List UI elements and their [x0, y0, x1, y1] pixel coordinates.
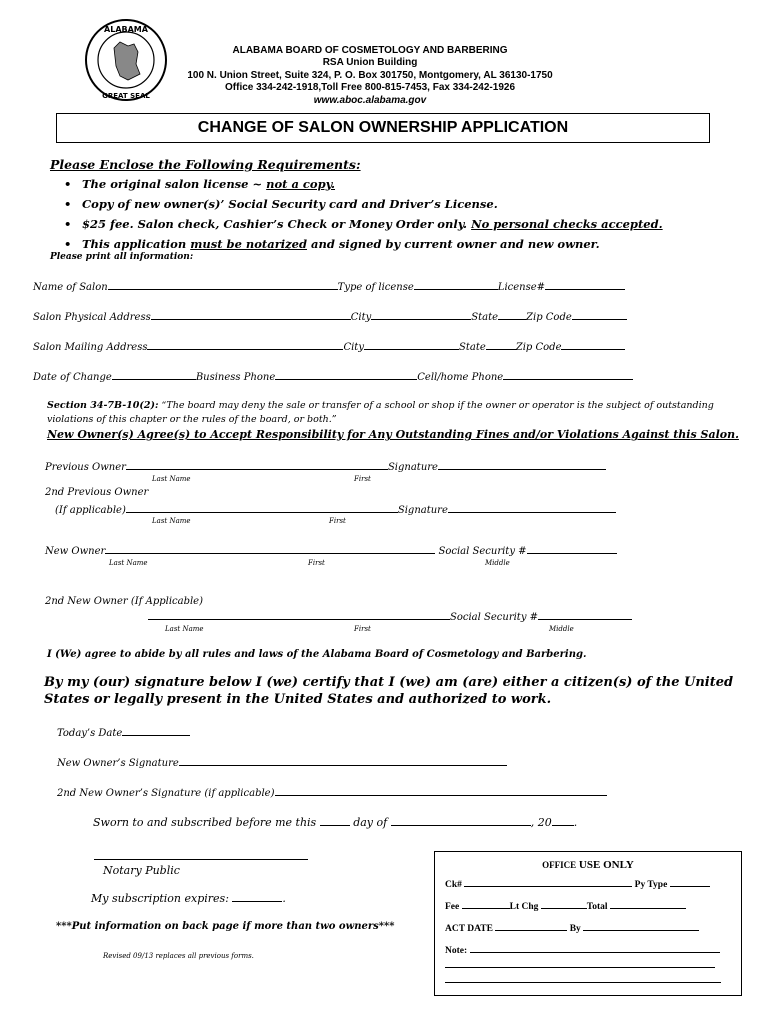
- last-name-label: Last Name: [152, 475, 191, 483]
- seal-top-text: ALABAMA: [104, 25, 148, 34]
- physical-zip-field[interactable]: [572, 310, 627, 320]
- second-new-owner-field[interactable]: [148, 610, 450, 620]
- requirements-heading: Please Enclose the Following Requirements:: [50, 157, 361, 172]
- mailing-address-field[interactable]: [147, 340, 343, 350]
- total-field[interactable]: [610, 899, 686, 909]
- new-owner-row: New Owner Social Security #: [45, 544, 617, 557]
- previous-owner-field[interactable]: [126, 460, 388, 470]
- note-line[interactable]: [445, 982, 721, 983]
- last-name-label: Last Name: [109, 559, 148, 567]
- physical-state-field[interactable]: [498, 310, 526, 320]
- office-use-box: [434, 851, 742, 996]
- requirement-item: • $25 fee. Salon check, Cashier’s Check or Money Order only. No personal checks accepted.: [64, 214, 663, 234]
- new-owner-ssn-field[interactable]: [527, 544, 617, 554]
- requirements-list: [64, 174, 663, 254]
- requirement-item: • Copy of new owner(s)’ Social Security card and Driver’s License.: [64, 194, 663, 214]
- sworn-day-field[interactable]: [320, 816, 350, 826]
- attach-note: ***Put information on back page if more than two owners***: [56, 921, 395, 932]
- mailing-state-field[interactable]: [486, 340, 516, 350]
- note-field[interactable]: [470, 943, 720, 953]
- office-use-title: OFFICE USE ONLY: [542, 859, 634, 871]
- fee-field[interactable]: [462, 899, 510, 909]
- header-building: RSA Union Building: [322, 57, 418, 68]
- page-title: CHANGE OF SALON OWNERSHIP APPLICATION: [56, 113, 710, 143]
- license-type-field[interactable]: [414, 280, 498, 290]
- todays-date-field[interactable]: [122, 726, 190, 736]
- sworn-year-field[interactable]: [552, 816, 574, 826]
- note-line[interactable]: [445, 967, 715, 968]
- todays-date-row: Today’s Date: [57, 726, 190, 739]
- citizenship-certification: By my (our) signature below I (we) certify that I (we) am (are) either a citizen(s) of the United States or legally present in the United States and authorized to work.: [44, 675, 734, 707]
- salon-name-field[interactable]: [108, 280, 338, 290]
- last-name-label: Last Name: [165, 625, 204, 633]
- last-name-label: Last Name: [152, 517, 191, 525]
- first-name-label: First: [354, 625, 371, 633]
- physical-city-field[interactable]: [371, 310, 471, 320]
- office-ck-row: Ck# Py Type: [445, 877, 710, 890]
- office-fee-row: Fee Lt Chg Total: [445, 899, 686, 912]
- new-owner-signature-row: New Owner’s Signature: [57, 756, 507, 769]
- act-date-field[interactable]: [495, 921, 567, 931]
- statute-citation: Section 34-7B-10(2): “The board may deny the sale or transfer of a school or shop if the owner or operator is the subject of outstanding violations of this chapter or the rules of the board, or both.”: [47, 400, 714, 425]
- date-of-change-field[interactable]: [112, 370, 196, 380]
- first-name-label: First: [354, 475, 371, 483]
- expires-field[interactable]: [232, 892, 282, 902]
- physical-address-field[interactable]: [151, 310, 351, 320]
- header-website[interactable]: www.aboc.alabama.gov: [313, 95, 427, 106]
- second-prev-owner-signature-field[interactable]: [448, 503, 616, 513]
- header-org: ALABAMA BOARD OF COSMETOLOGY AND BARBERING: [232, 45, 508, 56]
- business-phone-field[interactable]: [275, 370, 417, 380]
- header-address: 100 N. Union Street, Suite 324, P. O. Box 301750, Montgomery, AL 36130-1750: [187, 70, 553, 81]
- mailing-city-field[interactable]: [364, 340, 459, 350]
- second-prev-owner-field[interactable]: [126, 503, 398, 513]
- abide-statement: I (We) agree to abide by all rules and laws of the Alabama Board of Cosmetology and Barbering.: [47, 649, 587, 660]
- office-act-row: ACT DATE By: [445, 921, 699, 934]
- notary-signature-line[interactable]: [94, 859, 308, 860]
- mailing-zip-field[interactable]: [561, 340, 625, 350]
- responsibility-agreement: New Owner(s) Agree(s) to Accept Responsibility for Any Outstanding Fines and/or Violations Against this Salon.: [47, 428, 739, 441]
- print-note: Please print all information:: [50, 252, 194, 262]
- middle-name-label: Middle: [549, 625, 574, 633]
- py-type-field[interactable]: [670, 877, 710, 887]
- physical-address-row: Salon Physical Address City State Zip Code: [33, 310, 627, 323]
- second-prev-owner-row: (If applicable) Signature: [55, 503, 616, 516]
- previous-owner-row: Previous Owner Signature: [45, 460, 606, 473]
- second-owner-signature-row: 2nd New Owner’s Signature (if applicable): [57, 786, 607, 799]
- requirement-item: • The original salon license ~ not a copy.: [64, 174, 663, 194]
- requirement-item: • This application must be notarized and signed by current owner and new owner.: [64, 234, 663, 254]
- mailing-address-row: Salon Mailing Address City State Zip Code: [33, 340, 625, 353]
- office-note-row: Note:: [445, 943, 720, 956]
- seal-bottom-text: GREAT SEAL: [102, 92, 150, 100]
- new-owner-signature-field[interactable]: [179, 756, 507, 766]
- sworn-month-field[interactable]: [391, 816, 531, 826]
- salon-name-row: Name of Salon Type of license License#: [33, 280, 625, 293]
- by-field[interactable]: [583, 921, 699, 931]
- first-name-label: First: [329, 517, 346, 525]
- second-prev-owner-label: 2nd Previous Owner: [45, 487, 149, 498]
- check-number-field[interactable]: [464, 877, 632, 887]
- second-owner-signature-field[interactable]: [275, 786, 607, 796]
- sworn-row: Sworn to and subscribed before me this day of , 20 .: [93, 816, 578, 829]
- change-date-row: Date of Change Business Phone Cell/home Phone: [33, 370, 633, 383]
- notary-label: Notary Public: [103, 864, 180, 877]
- expires-row: My subscription expires: .: [91, 892, 286, 905]
- second-new-owner-label: 2nd New Owner (If Applicable): [45, 596, 203, 607]
- second-new-owner-ssn-field[interactable]: [538, 610, 632, 620]
- lt-chg-field[interactable]: [541, 899, 587, 909]
- cell-phone-field[interactable]: [503, 370, 633, 380]
- header-phones: Office 334-242-1918,Toll Free 800-815-7453, Fax 334-242-1926: [225, 82, 515, 93]
- revision-note: Revised 09/13 replaces all previous forms.: [103, 952, 254, 960]
- license-number-field[interactable]: [545, 280, 625, 290]
- new-owner-field[interactable]: [105, 544, 435, 554]
- second-new-owner-row: Social Security #: [148, 610, 632, 623]
- previous-owner-signature-field[interactable]: [438, 460, 606, 470]
- first-name-label: First: [308, 559, 325, 567]
- middle-name-label: Middle: [485, 559, 510, 567]
